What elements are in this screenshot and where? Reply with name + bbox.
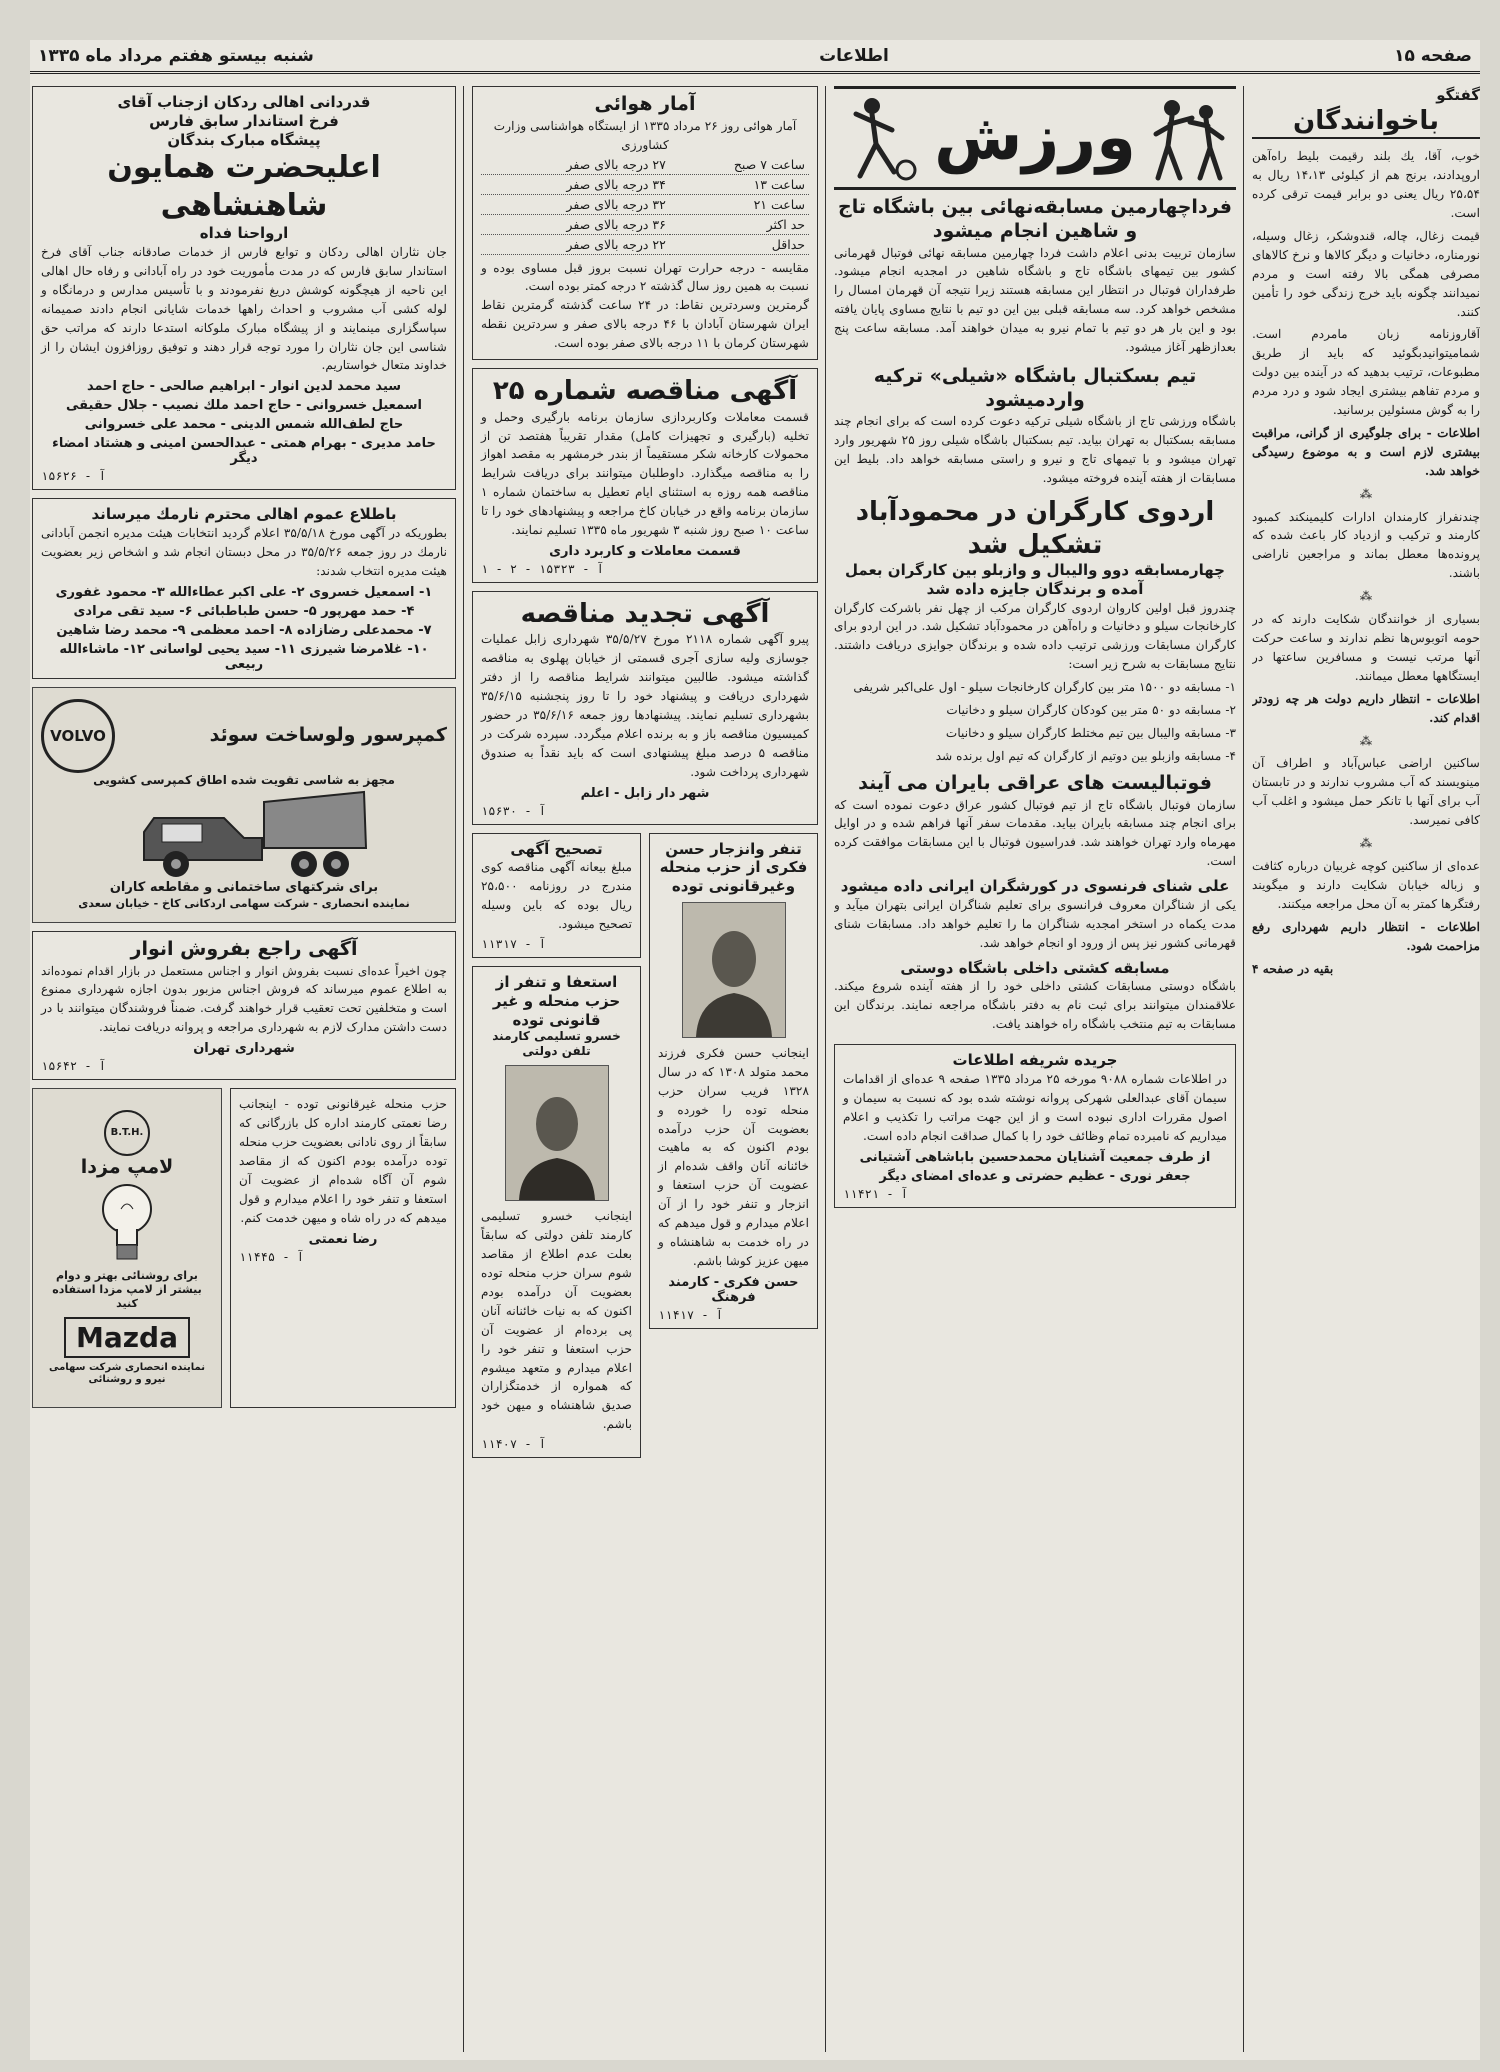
camp-result: ۲- مسابقه دو ۵۰ متر بین کودکان کارگران سیلو و دخانیات <box>946 703 1236 718</box>
portrait-icon <box>692 917 776 1037</box>
taslimi-box <box>472 966 641 1458</box>
narmak-name-row: ۱۰- غلامرضا شیرزی ۱۱- سید یحیی لواسانی ۱۲- ماشاءالله ربیعی <box>59 641 429 672</box>
reader-letter: عده‌ای از ساکنین کوچه غربیان درباره کثافت و زباله خیابان شکایت دارند و میگویند رفتگرها کمتر به آن محل مراجعه میکنند. <box>1252 858 1480 911</box>
readers-column <box>1252 86 1480 2052</box>
gazette-code: آ - ۱۱۴۲۱ <box>843 1186 909 1201</box>
retender-title: آگهی تجدید مناقصه <box>520 598 770 629</box>
mazda-title: لامپ مزدا <box>80 1155 174 1178</box>
reader-letter: چندنفراز کارمندان ادارات کلیمینکند کمبود کارمند و ترکیب و ازدیاد کار باعث شده که پرونده‌ها معطل بماند و مراجعین ناراضی باشند. <box>1252 509 1480 581</box>
reader-letter: خوب، آقا، یك بلند رقیمت بلیط راه‌آهن اروپدادند، برنج هم از کیلوئی ۱۴،۱۳ ریال به ۲۵،۵۴ ریال یعنی دو برابر قیمت ترقی کرده است. <box>1252 149 1480 220</box>
volvo-agent: نماینده انحصاری - شرکت سهامی اردکانی کاخ - خیابان سعدی <box>78 896 410 910</box>
narmak-notice <box>32 498 456 678</box>
camp-subheadline: چهارمسابقه دوو والیبال و وازبلو بین کارگران بعمل آمده و برندگان جایزه داده شد <box>845 561 1225 598</box>
issue-date: شنبه بیستو هفتم مرداد ماه ۱۳۳۵ <box>38 45 314 66</box>
weather-row <box>481 194 809 214</box>
bottom-notices <box>472 833 818 1467</box>
weather-label: حداقل <box>670 234 809 254</box>
sales-title: آگهی راجع بفروش انوار <box>130 937 358 960</box>
tender-signer: قسمت معاملات و کاربرد داری <box>549 543 741 559</box>
retender-notice <box>472 591 818 825</box>
section-divider: ⁂ <box>1359 486 1373 501</box>
correction-code: آ - ۱۱۳۱۷ <box>481 937 547 952</box>
reader-letter: ساکنین اراضی عباس‌آباد و اطراف آن مینویسند که آب مشروب ندارند و در تابستان آب برای آنها با تانکر حمل میشود و اغلب آب کافی نمیرسد. <box>1252 756 1480 828</box>
weather-value: ۲۷ درجه بالای صفر <box>481 155 670 175</box>
thanks-notice <box>32 86 456 490</box>
column-rule <box>1243 86 1244 2052</box>
thanks-line: فرخ استاندار سابق فارس <box>149 111 339 130</box>
party-code: آ - ۱۱۴۴۵ <box>239 1249 305 1264</box>
weather-box <box>472 86 818 360</box>
reader-letter: آقاروزنامه زبان مامردم است. شمامیتوانیدبگوئید که باید از طریق مطبوعات، ترتیب بدهید که در آینده بین دولت و مردم تفاهم بیشتری ایجاد شود و درد مردم را به گوش مسئولین برسانید. <box>1252 327 1480 418</box>
camp-result: ۴- مسابقه وازبلو بین دوتیم از کارگران که تیم اول برنده شد <box>935 748 1236 763</box>
volvo-text: برای شرکتهای ساختمانی و مقاطعه کاران <box>109 880 379 896</box>
thanks-headline: اعلیحضرت همایون شاهنشاهی <box>107 150 381 223</box>
party-notice <box>230 1088 456 1408</box>
correction-text: مبلغ بیعانه آگهی مناقصه کوی مندرج در روزنامه ۲۵،۵۰۰ ریال بوده که باین وسیله تصحیح میشود. <box>481 860 632 932</box>
camp-result: ۱- مسابقه دو ۱۵۰۰ متر بین کارگران کارخانجات سیلو - اول علی‌اکبر شریفی <box>853 680 1236 695</box>
weather-extremes: گرمترین وسردترین نقاط: در ۲۴ ساعت گذشته گرمترین نقاط ایران شهرستان آبادان با ۴۶ درجه بالای صفر و سردترین نقطه شهرستان کرمان با ۱۱ درجه بالای صفر بوده است. <box>481 298 810 351</box>
gazette-signer: از طرف جمعیت آشنایان محمدحسین باباشاهی آشتیانی <box>859 1149 1211 1165</box>
masthead <box>30 40 1480 74</box>
lead-article: سازمان تربیت بدنی اعلام داشت فردا چهارمین مسابقه نهائی فوتبال قهرمانی کشور بین تیمهای باشگاه تاج و باشگاه شاهین در امجدیه انجام میشود. طرفداران فوتبال در انتظار این مسابقه هستند زیرا نتیجه آن قهرمان امسال را مشخص خواهد کرد. سه مسابقه قبلی بین این دو تیم با نتایج مساوی پایان یافته بود و این بار هر دو تیم با تمام نیرو به میدان خواهند آمد. مسابقه ساعت پنج بعدازظهر آغاز میشود. <box>834 245 1236 355</box>
wrestling-headline: مسابقه کشتی داخلی باشگاه دوستی <box>900 958 1170 977</box>
narmak-name-row: ۷- محمدعلی رضازاده ۸- احمد معظمی ۹- محمد رضا شاهین <box>56 622 432 638</box>
thanks-signers: سید محمد لدین انوار - ابراهیم صالحی - حاج احمد <box>86 379 402 395</box>
fekri-notice <box>649 833 818 1467</box>
retender-text: پیرو آگهی شماره ۲۱۱۸ مورخ ۳۵/۵/۲۷ شهرداری زابل عملیات جوسازی ولیه سازی آجری قسمتی از خیابان پهلوی به مناقصه گذاشته میشود. طالبین میتوانند شرایط مناقصه را از دفتر شهرداری دریافت و پیشنهاد خود را تا روز پنجشنبه ۳۵/۶/۱۵ بشهرداری تسلیم نمایند. پیشنهادها روز جمعه ۳۵/۶/۱۶ در حضور کمیسیون مناقصه باز و به برنده اعلام میگردد. سپرده شرکت در مناقصه ۵ درصد مبلغ پیشنهادی است که باید نقداً به صندوق شهرداری پرداخت شود. <box>481 632 810 779</box>
sports-column <box>834 86 1236 2052</box>
thanks-text: جان نثاران اهالی ردکان و توابع فارس از خدمات صادقانه جناب آقای فرخ استاندار سابق فارس که در مدت مأموریت خود در راه آبادانی و رفاه حال اهالی این ناحیه از هیچگونه کوشش دریغ نفرمودند و با تأسیس مدارس و درمانگاه و لوله کشی آب مشروب و احداث راهها خدمات شایانی انجام دادند صمیمانه سپاسگزاری مینمایند و از پیشگاه مبارک ملوکانه استدعا دارند که مراتب حق شناسی این جان نثاران را مورد توجه قرار دهند و توفیق روزافزون ایشان را از خداوند متعال خواستاریم. <box>41 245 447 373</box>
section-divider: ⁂ <box>1359 836 1373 851</box>
mazda-logo: Mazda <box>64 1317 190 1358</box>
reader-reply: اطلاعات - انتظار داریم شهرداری رفع مزاحمت شود. <box>1252 919 1480 953</box>
section-divider: ⁂ <box>1359 733 1373 748</box>
weather-row <box>481 234 809 254</box>
lightbulb-icon <box>97 1179 157 1269</box>
weather-label: ساعت ۷ صبح <box>670 155 809 175</box>
mazda-agent: نماینده انحصاری شرکت سهامی نیرو و روشنائی <box>48 1361 206 1386</box>
section-divider: ⁂ <box>1359 589 1373 604</box>
column-rule <box>463 86 464 2052</box>
narmak-name-row: ۱- اسمعیل خسروی ۲- علی اکبر عطاءالله ۳- محمود غفوری <box>55 584 433 600</box>
thanks-code: آ - ۱۵۶۲۶ <box>41 469 107 484</box>
thanks-line: پیشگاه مبارک بندگان <box>167 130 321 149</box>
thanks-subline: ارواحنا فداه <box>199 224 289 243</box>
wrestling-article: باشگاه دوستی مسابقات کشتی داخلی خود را از هفته آینده شروع میکند. علاقمندان میتوانند برای ثبت نام به دفتر باشگاه مراجعه نمایند. برندگان این مسابقات به تیم منتخب باشگاه راه خواهند یافت. <box>834 979 1236 1032</box>
continued-note: بقیه در صفحه ۴ <box>1252 961 1334 976</box>
correction-box <box>472 833 641 958</box>
party-signer: رضا نعمتی <box>308 1231 378 1247</box>
fekri-text: اینجانب حسن فکری فرزند محمد متولد ۱۳۰۸ که در سال ۱۳۲۸ فریب سران حزب منحله توده را خورده و بعضویت آن حزب درآمده بودم اکنون که به ماهیت خائنانه آنان واقف شده‌ام از عضویت آن حزب استعفا و انزجار و تنفر خود را از آن اعلام میدارم و قول میدهم که در راه خدمت به شاهنشاه و میهن عزیز کوشا باشم. <box>658 1045 809 1268</box>
tender-title: آگهی مناقصه شماره ۲۵ <box>492 376 798 407</box>
weather-value: ۳۲ درجه بالای صفر <box>481 194 670 214</box>
basketball-headline: تیم بسکتبال باشگاه «شیلی» ترکیه واردمیشود <box>873 364 1197 411</box>
weather-value: ۲۲ درجه بالای صفر <box>481 234 670 254</box>
page-number: صفحه ۱۵ <box>1394 45 1472 66</box>
weather-value: ۳۴ درجه بالای صفر <box>481 174 670 194</box>
weather-value: ۳۶ درجه بالای صفر <box>481 214 670 234</box>
fekri-signer: حسن فکری - کارمند فرهنگ <box>668 1274 799 1305</box>
sales-code: آ - ۱۵۶۴۲ <box>41 1059 107 1074</box>
tender-text: قسمت معاملات وکاربردازی سازمان برنامه بارگیری وحمل و تخلیه (بارگیری و تجهیزات کامل) مقدار تقریباً هفتصد تن از محمولات کارخانه شکر مستقیماً از بندر خرمشهر به مقصد اهواز را به مناقصه میگذارد. داوطلبان میتوانند برای دریافت شرایط مناقصه همه روزه به استثنای ایام تعطیل به ساختمان شماره ۱ سازمان برنامه واقع در خیابان کاخ مراجعه و پیشنهادهای خود را تا ساعت ۱۰ صبح روز شنبه ۳ شهریور ماه ۱۳۳۵ تسلیم نمایند. <box>481 409 809 538</box>
thanks-signers: حامد مدیری - بهرام همتی - عبدالحسن امینی و هشتاد امضاء دیگر <box>52 436 436 467</box>
taslimi-notice <box>472 833 641 1467</box>
column-rule <box>825 86 826 2052</box>
boxers-icon <box>1148 94 1228 182</box>
dump-truck-icon <box>114 788 374 880</box>
narmak-title: باطلاع عموم اهالی محترم نارمك میرساند <box>91 505 397 524</box>
taslimi-code: آ - ۱۱۴۰۷ <box>481 1437 547 1452</box>
iraq-article: سازمان فوتبال باشگاه تاج از تیم فوتبال کشور عراق دعوت نموده است که برای انجام چند مسابقه بایران بیاید. مقدمات سفر آنها فراهم شده و در اوایل مهرماه وارد تهران خواهند شد. فدراسیون فوتبال با این مسابقات موافقت کرده است. <box>834 797 1236 869</box>
retender-code: آ - ۱۵۶۳۰ <box>481 803 547 818</box>
narmak-text: بطوریکه در آگهی مورخ ۳۵/۵/۱۸ اعلام گردید انتخابات هیئت مدیره انجمن آبادانی نارمك در روز جمعه ۳۵/۵/۲۶ در محل دبستان انجام شد و اشخاص زیر بعضویت هیئت مدیره انتخاب شدند: <box>41 526 448 578</box>
weather-label: ساعت ۲۱ <box>670 194 809 214</box>
gazette-text: در اطلاعات شماره ۹۰۸۸ مورخه ۲۵ مرداد ۱۳۳۵ صفحه ۹ عده‌ای از اقدامات سیمان آقای عبدالعلی شهرکی پروانه نوشته شده بود که نسبت به سیمان و اصول مقررات اداری نبوده است و از این جهت مراتب را تکذیب و اعلام میداریم که نامبرده تمام وظائف خود را با کمال صداقت انجام داده است. <box>843 1071 1227 1143</box>
reader-reply: اطلاعات - برای جلوگیری از گرانی، مراقبت بیشتری لازم است و به موضوع رسیدگی خواهد شد. <box>1252 425 1480 478</box>
weather-table <box>481 155 809 255</box>
sales-notice <box>32 931 456 1080</box>
readers-text <box>1252 147 1480 978</box>
ads-column <box>32 86 456 2052</box>
sales-text: چون اخیراً عده‌ای نسبت بفروش انوار و اجناس مستعمل در بازار اقدام نموده‌اند به اطلاع عموم میرساند که فروش اجناس مزبور بدون اجازه شهرداری ممنوع است و متخلفین تحت تعقیب قرار خواهند گرفت. ضمناً فروشندگان میتوانند با در دست داشتن مدارک لازم به شهرداری مراجعه و پروانه دریافت نمایند. <box>41 963 447 1035</box>
camp-headline: اردوی کارگران در محمودآباد تشکیل شد <box>855 497 1215 560</box>
reader-letter: بسیاری از خوانندگان شکایت دارند که در حومه اتوبوس‌ها نظم ندارند و ساعت حرکت آنها مرتب نیست و مسافرین ساعتها در ایستگاهها معطل میمانند. <box>1252 612 1480 683</box>
portrait-icon <box>515 1080 599 1200</box>
thanks-signers: حاج لطف‌الله شمس الدینی - محمد علی خسروانی <box>84 417 404 433</box>
swim-article: یکی از شناگران معروف فرانسوی برای تعلیم شناگران ایرانی بتهران میآید و مدت یکماه در استخر امجدیه شناگران ما را تعلیم خواهد داد. مسابقات شنای قهرمانی کشور نیز پس از ورود او انجام خواهد شد. <box>834 897 1236 950</box>
taslimi-subtitle: خسرو تسلیمی کارمند تلفن دولتی <box>492 1029 621 1059</box>
volvo-logo: VOLVO <box>41 699 115 773</box>
tender-code: آ - ۱۵۳۲۳ - ۲ - ۱ <box>481 561 604 576</box>
weather-comparison: مقایسه - درجه حرارت تهران نسبت بروز قبل مساوی بوده و نسبت به همین روز سال گذشته ۲ درجه کمتر بوده است. <box>481 260 809 294</box>
fekri-box <box>649 833 818 1329</box>
footballers-icon <box>842 94 922 182</box>
iraq-headline: فوتبالیست های عراقی بایران می آیند <box>858 771 1212 794</box>
weather-title: آمار هوائی <box>594 93 696 115</box>
mazda-text: برای روشنائی بهتر و دوام بیشتر از لامپ مزدا استفاده کنید <box>52 1269 202 1310</box>
volvo-title: کمپرسور ولوساخت سوئد <box>209 724 447 747</box>
readers-title: باخوانندگان <box>1252 105 1480 140</box>
fekri-code: آ - ۱۱۴۱۷ <box>658 1307 724 1322</box>
mazda-ad <box>32 1088 222 1408</box>
volvo-header <box>41 699 447 773</box>
weather-intro: آمار هوائی روز ۲۶ مرداد ۱۳۳۵ از ایستگاه هواشناسی وزارت کشاورزی <box>493 118 797 152</box>
portrait-photo <box>682 902 786 1038</box>
camp-intro: چندروز قبل اولین کاروان اردوی کارگران مرکب از چهل نفر باشرکت کارگران کارخانجات سیلو و دخانیات و راه‌آهن در محمودآباد تشکیل شد. در این اردو برای کارگران مسابقات ورزشی ترتیب داده شده و برندگان جوایزی دریافت داشتند. نتایج مسابقات به شرح زیر است: <box>834 600 1236 672</box>
weather-label: ساعت ۱۳ <box>670 174 809 194</box>
portrait-photo <box>505 1065 609 1201</box>
paper-name: اطلاعات <box>819 45 889 66</box>
fekri-title: تنفر وانزجار حسن فکری از حزب منحله وغیرقانونی توده <box>659 839 808 896</box>
sports-banner <box>834 86 1236 190</box>
taslimi-title: استعفا و تنفر از حزب منحله و غیر قانونی توده <box>492 973 621 1029</box>
thanks-line: قدردانی اهالی ردکان ازجناب آقای <box>117 93 371 111</box>
gazette-notice <box>834 1044 1236 1207</box>
narmak-name-row: ۴- حمد مهرپور ۵- حسن طباطبائی ۶- سید تقی مرادی <box>73 603 415 619</box>
bottom-ads <box>32 1088 456 1416</box>
weather-row <box>481 174 809 194</box>
gazette-names: جعفر نوری - عظیم حضرتی و عده‌ای امضای دیگر <box>879 1168 1191 1184</box>
sales-signer: شهرداری تهران <box>193 1041 295 1057</box>
volvo-ad <box>32 687 456 923</box>
correction-title: تصحیح آگهی <box>510 839 603 858</box>
lead-headline: فرداچهارمین مسابقه‌نهائی بین باشگاه تاج و شاهین انجام میشود <box>838 196 1232 242</box>
notices-column <box>472 86 818 2052</box>
camp-article <box>834 599 1236 766</box>
bth-logo: B.T.H. <box>104 1110 150 1156</box>
thanks-signers: اسمعیل خسروانی - حاج احمد ملك نصیب - جلال حقیقی <box>66 398 422 414</box>
party-text: حزب منحله غیرقانونی توده - اینجانب رضا نعمتی کارمند اداره کل بازرگانی که سابقاً از روی نادانی بعضویت حزب منحله توده درآمده بودم اکنون که از مقاصد شوم آن آگاه شده‌ام از عضویت آن استعفا و تنفر خود را اعلام میدارم و قول میدهم که در راه شاه و میهن خدمت کنم. <box>239 1097 447 1225</box>
volvo-subtitle: مجهز به شاسی تقویت شده اطاق کمپرسی کشویی <box>93 773 395 788</box>
newspaper-page <box>30 40 1480 2060</box>
sports-title: ورزش <box>934 101 1136 175</box>
weather-row <box>481 214 809 234</box>
basketball-article: باشگاه ورزشی تاج از باشگاه شیلی ترکیه دعوت کرده است که برای انجام چند مسابقه بسکتبال به تهران بیاید. تیم بسکتبال باشگاه شیلی روز ۲۵ شهریور وارد تهران میشود و با تیمهای تاج و نیرو و راستی مسابقه خواهد داد. بلیط این مسابقات از هفته آینده فروخته میشود. <box>834 414 1236 486</box>
reader-reply: اطلاعات - انتظار داریم دولت هر چه زودتر اقدام کند. <box>1252 691 1480 725</box>
swim-headline: علی شنای فرنسوی در کورشگران ایرانی داده میشود <box>840 877 1230 896</box>
weather-label: حد اکثر <box>670 214 809 234</box>
camp-result: ۳- مسابقه والیبال بین تیم مختلط کارگران سیلو و دخانیات <box>945 726 1236 740</box>
weather-row <box>481 155 809 175</box>
gazette-title: جریده شریفه اطلاعات <box>952 1051 1118 1070</box>
taslimi-text: اینجانب خسرو تسلیمی کارمند تلفن دولتی که سابقاً بعلت عدم اطلاع از مقاصد شوم سران حزب منحله توده بعضویت آن درآمده بودم اکنون که به نیات خائنانه آنان پی برده‌ام از عضویت آن حزب استعفا و تنفر خود را اعلام میدارم و متعهد میشوم که همواره از خدمتگزاران صدیق شاهنشاه و میهن خود باشم. <box>481 1209 632 1432</box>
tender-notice <box>472 368 818 583</box>
readers-kicker: گفتگو <box>1436 86 1480 104</box>
retender-signer: شهر دار زابل - اعلم <box>580 785 710 801</box>
reader-letter: قیمت زغال، چاله، قندوشکر، زغال وسیله، نورمناره، دخانیات و دیگر کالاها و نرخ کالاهای مصرفی همگی بالا رفته است و مردم نمیدانند چگونه باید خرج زندگی خود را تأمین کنند. <box>1252 228 1480 319</box>
